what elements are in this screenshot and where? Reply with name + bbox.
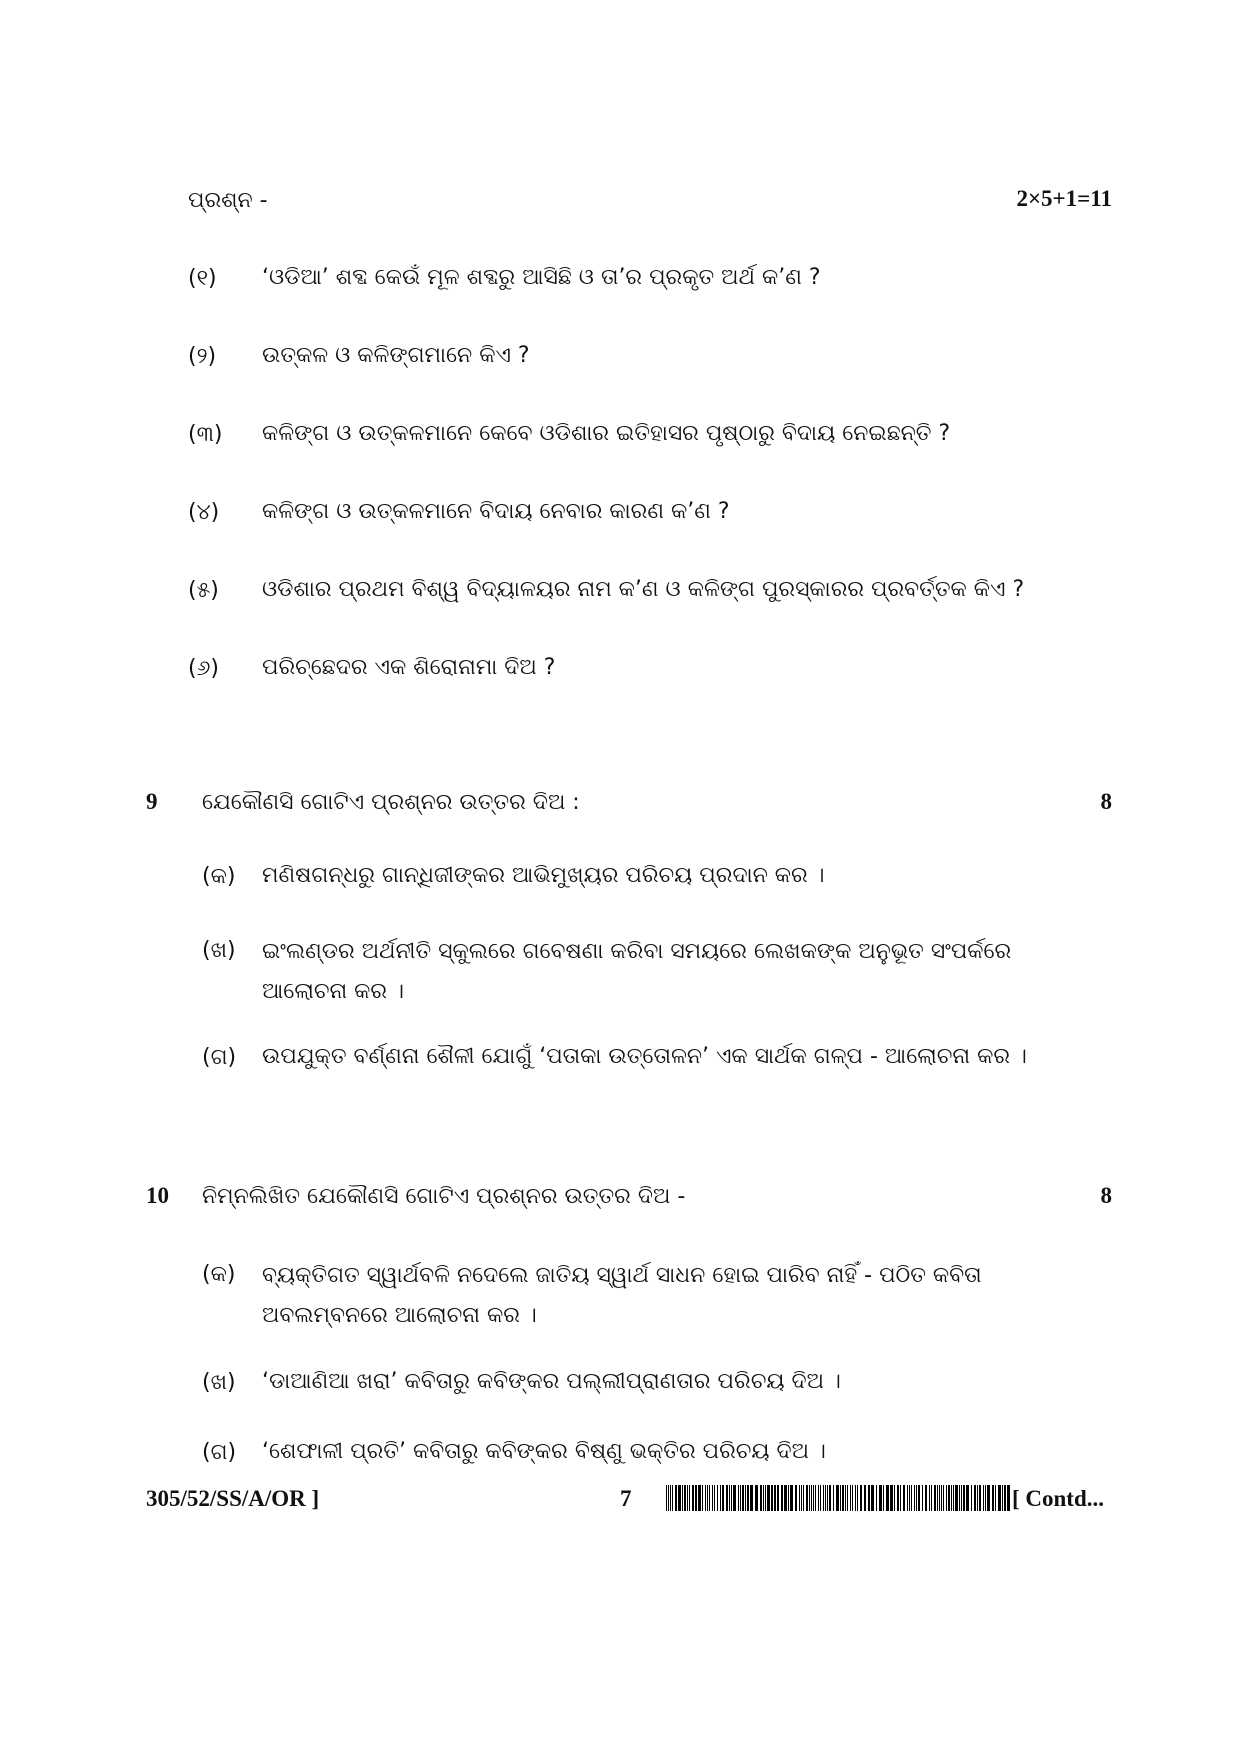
barcode-bar (818, 1485, 819, 1511)
barcode-bar (860, 1485, 862, 1511)
barcode-bar (907, 1485, 908, 1511)
barcode-bar (675, 1485, 677, 1511)
barcode-bar (729, 1485, 730, 1511)
barcode-bar (974, 1485, 976, 1511)
barcode-bar (890, 1485, 893, 1511)
barcode-bar (925, 1485, 927, 1511)
barcode-bar (712, 1485, 713, 1511)
barcode-bar (763, 1485, 764, 1511)
item-text: କଳିଙ୍ଗ ଓ ଉତ୍କଳମାନେ ବିଦାୟ ନେବାର କାରଣ କ’ଣ ? (262, 499, 730, 524)
barcode-bar (827, 1485, 828, 1511)
option-text: ମଣିଷଗନ୍ଧରୁ ଗାନ୍ଧିଜୀଙ୍କର ଆଭିମୁଖ୍ୟର ପରିଚୟ ପ୍ରଦାନ କର । (262, 863, 825, 888)
barcode-bar (687, 1485, 688, 1511)
barcode-bar (705, 1485, 706, 1511)
barcode-bar (747, 1485, 749, 1511)
barcode-bar (966, 1485, 969, 1511)
barcode-bar (871, 1485, 874, 1511)
barcode-bar (868, 1485, 870, 1511)
barcode-bar (943, 1485, 944, 1511)
barcode-bar (909, 1485, 910, 1511)
barcode-bar (886, 1485, 889, 1511)
option-marker: (ଗ) (202, 1045, 237, 1070)
barcode-bar (788, 1485, 789, 1511)
barcode-bar (692, 1485, 694, 1511)
item-marker: (୫) (188, 578, 219, 603)
barcode-bar (1004, 1485, 1006, 1511)
barcode-bar (733, 1485, 736, 1511)
barcode-bar (959, 1485, 960, 1511)
option-text: ଉପଯୁକ୍ତ ବର୍ଣ୍ଣନା ଶୈଳୀ ଯୋଗୁଁ ‘ପତାକା ଉତ୍ତୋଳନ’ ଏକ ସାର୍ଥକ ଗଳ୍ପ - ଆଲୋଚନା କର । (262, 1044, 1027, 1069)
barcode-bar (876, 1485, 877, 1511)
barcode-bar (1002, 1485, 1003, 1511)
question-prompt: ନିମ୍ନଲିଖିତ ଯେକୌଣସି ଗୋଟିଏ ପ୍ରଶ୍ନର ଉତ୍ତର ଦିଅ - (202, 1184, 686, 1209)
barcode-bar (939, 1485, 940, 1511)
barcode-bar (864, 1485, 866, 1511)
barcode-bar (702, 1485, 703, 1511)
barcode-bar (755, 1485, 758, 1511)
item-text: ପରିଚ୍ଛେଦର ଏକ ଶିରୋନାମା ଦିଅ ? (262, 655, 556, 680)
barcode-bar (790, 1485, 793, 1511)
item-marker: (୩) (188, 422, 223, 447)
barcode-bar (689, 1485, 690, 1511)
barcode-bar (820, 1485, 821, 1511)
barcode-bar (983, 1485, 984, 1511)
barcode-bar (745, 1485, 746, 1511)
barcode-bar (916, 1485, 917, 1511)
barcode-bar (961, 1485, 962, 1511)
question-number: 10 (146, 1183, 169, 1208)
barcode-bar (992, 1485, 994, 1511)
barcode-bar (931, 1485, 932, 1511)
barcode-bar (784, 1485, 787, 1511)
barcode-bar (857, 1485, 858, 1511)
barcode-bar (855, 1485, 856, 1511)
barcode-bar (897, 1485, 899, 1511)
barcode-bar (948, 1485, 950, 1511)
barcode-bar (803, 1485, 804, 1511)
barcode-bar (668, 1485, 669, 1511)
barcode-bar (825, 1485, 826, 1511)
barcode-bar (720, 1485, 721, 1511)
barcode-bar (760, 1485, 762, 1511)
barcode-bar (998, 1485, 1001, 1511)
barcode-bar (722, 1485, 724, 1511)
option-text: ଇଂଲଣ୍ଡର ଅର୍ଥନୀତି ସ୍କୁଲରେ ଗବେଷଣା କରିବା ସମୟରେ ଲେଖକଙ୍କ ଅନୁଭୂତ ସଂପର୍କରେ ଆଲୋଚନା କର । (262, 939, 1012, 1004)
barcode-bar (815, 1485, 816, 1511)
barcode-bar (707, 1485, 708, 1511)
option-marker: (କ) (202, 1262, 236, 1287)
barcode-bar (995, 1485, 996, 1511)
barcode-bar (771, 1485, 773, 1511)
barcode-bar (845, 1485, 846, 1511)
barcode-bar (672, 1485, 673, 1511)
barcode-bar (709, 1485, 710, 1511)
option-marker: (କ) (202, 864, 236, 889)
barcode-bar (937, 1485, 938, 1511)
barcode-bar (842, 1485, 844, 1511)
barcode-bar (765, 1485, 766, 1511)
barcode-bar (833, 1485, 834, 1511)
barcode-bar (806, 1485, 808, 1511)
barcode-bar (678, 1485, 681, 1511)
barcode-bar (951, 1485, 952, 1511)
barcode-bar (979, 1485, 981, 1511)
barcode-bar (829, 1485, 831, 1511)
barcode-bar (781, 1485, 783, 1511)
barcode-bar (811, 1485, 812, 1511)
barcode-bar (666, 1485, 667, 1511)
barcode-bar (777, 1485, 779, 1511)
barcode-bar (795, 1485, 797, 1511)
barcode-bar (847, 1485, 848, 1511)
item-marker: (୬) (188, 656, 219, 681)
option-text: ବ୍ୟକ୍ତିଗତ ସ୍ୱାର୍ଥବଳି ନଦେଲେ ଜାତିୟ ସ୍ୱାର୍ଥ ସାଧନ ହୋଇ ପାରିବ ନାହିଁ - ପଠିତ କବିତା ଅବଲମ୍ବନରେ ଆଲୋଚନା କର । (262, 1263, 982, 1328)
section-marks: 2×5+1=11 (1016, 186, 1112, 211)
barcode-bar (813, 1485, 814, 1511)
item-text: ଉତ୍କଳ ଓ କଳିଙ୍ଗମାନେ କିଏ ? (262, 343, 530, 368)
barcode-bar (941, 1485, 942, 1511)
barcode-bar (836, 1485, 839, 1511)
page-number: 7 (620, 1486, 632, 1511)
barcode-bar (894, 1485, 895, 1511)
barcode-bar (879, 1485, 882, 1511)
item-text: କଳିଙ୍ଗ ଓ ଉତ୍କଳମାନେ କେବେ ଓଡିଶାର ଇତିହାସର ପୃଷ୍ଠାରୁ ବିଦାୟ ନେଇଛନ୍ତି ? (262, 421, 951, 446)
barcode-bar (955, 1485, 958, 1511)
barcode-bar (698, 1485, 701, 1511)
option-text: ‘ଶେଫାଳୀ ପ୍ରତି’ କବିତାରୁ କବିଙ୍କର ବିଷ୍ଣୁ ଭକ୍ତିର ପରିଚୟ ଦିଅ । (262, 1439, 826, 1464)
barcode-bar (963, 1485, 965, 1511)
option-marker: (ଖ) (202, 938, 236, 963)
barcode-bar (742, 1485, 744, 1511)
barcode-bar (971, 1485, 972, 1511)
question-prompt: ଯେକୌଣସି ଗୋଟିଏ ପ୍ରଶ୍ନର ଉତ୍ତର ଦିଅ : (202, 790, 580, 815)
barcode-bar (914, 1485, 915, 1511)
barcode-bar (682, 1485, 683, 1511)
barcode-bar (900, 1485, 901, 1511)
barcode-bar (740, 1485, 741, 1511)
barcode-bar (977, 1485, 978, 1511)
barcode-bar (985, 1485, 986, 1511)
barcode-bar (946, 1485, 947, 1511)
barcode-bar (987, 1485, 990, 1511)
item-marker: (୪) (188, 500, 220, 525)
barcode-bar (953, 1485, 954, 1511)
barcode-bar (911, 1485, 912, 1511)
barcode-bar (840, 1485, 841, 1511)
barcode-bar (774, 1485, 776, 1511)
barcode-bar (714, 1485, 715, 1511)
barcode-bar (726, 1485, 728, 1511)
barcode-bar (850, 1485, 851, 1511)
paper-code: 305/52/SS/A/OR ] (146, 1486, 320, 1511)
item-text: ଓଡିଶାର ପ୍ରଥମ ବିଶ୍ୱ ବିଦ୍ୟାଳୟର ନାମ କ’ଣ ଓ କଳିଙ୍ଗ ପୁରସ୍କାରର ପ୍ରବର୍ତ୍ତକ କିଏ ? (262, 577, 1025, 602)
barcode-bar (738, 1485, 739, 1511)
barcode-bar (767, 1485, 770, 1511)
barcode-bar (922, 1485, 923, 1511)
option-marker: (ଖ) (202, 1370, 236, 1395)
barcode-bar (823, 1485, 824, 1511)
barcode-bar (684, 1485, 686, 1511)
item-marker: (୧) (188, 266, 217, 291)
barcode-bar (799, 1485, 800, 1511)
barcode-bar (731, 1485, 732, 1511)
contd-label: [ Contd... (1012, 1486, 1105, 1511)
question-marks: 8 (1100, 789, 1112, 814)
barcode-bar (717, 1485, 718, 1511)
barcode-bar (801, 1485, 802, 1511)
barcode-bar (929, 1485, 930, 1511)
barcode-bar (750, 1485, 753, 1511)
question-number: 9 (146, 789, 158, 814)
question-marks: 8 (1100, 1183, 1112, 1208)
barcode-bar (670, 1485, 671, 1511)
option-marker: (ଗ) (202, 1440, 237, 1465)
barcode-bar (903, 1485, 905, 1511)
item-marker: (୨) (188, 344, 217, 369)
barcode-bar (695, 1485, 697, 1511)
section-label: ପ୍ରଶ୍ନ - (188, 188, 268, 213)
item-text: ‘ଓଡିଆ’ ଶବ୍ଦ କେଉଁ ମୂଳ ଶବ୍ଦରୁ ଆସିଛି ଓ ତା’ର ପ୍ରକୃତ ଅର୍ଥ କ’ଣ ? (262, 265, 821, 290)
barcode-bar (883, 1485, 884, 1511)
barcode-bar (852, 1485, 853, 1511)
barcode (666, 1485, 1010, 1511)
barcode-bar (1007, 1485, 1010, 1511)
barcode-bar (934, 1485, 936, 1511)
option-text: ‘ଡାଆଣିଆ ଖରା’ କବିତାରୁ କବିଙ୍କର ପଲ୍ଲୀପ୍ରାଣତାର ପରିଚୟ ଦିଅ । (262, 1369, 841, 1394)
barcode-bar (809, 1485, 810, 1511)
barcode-bar (918, 1485, 920, 1511)
